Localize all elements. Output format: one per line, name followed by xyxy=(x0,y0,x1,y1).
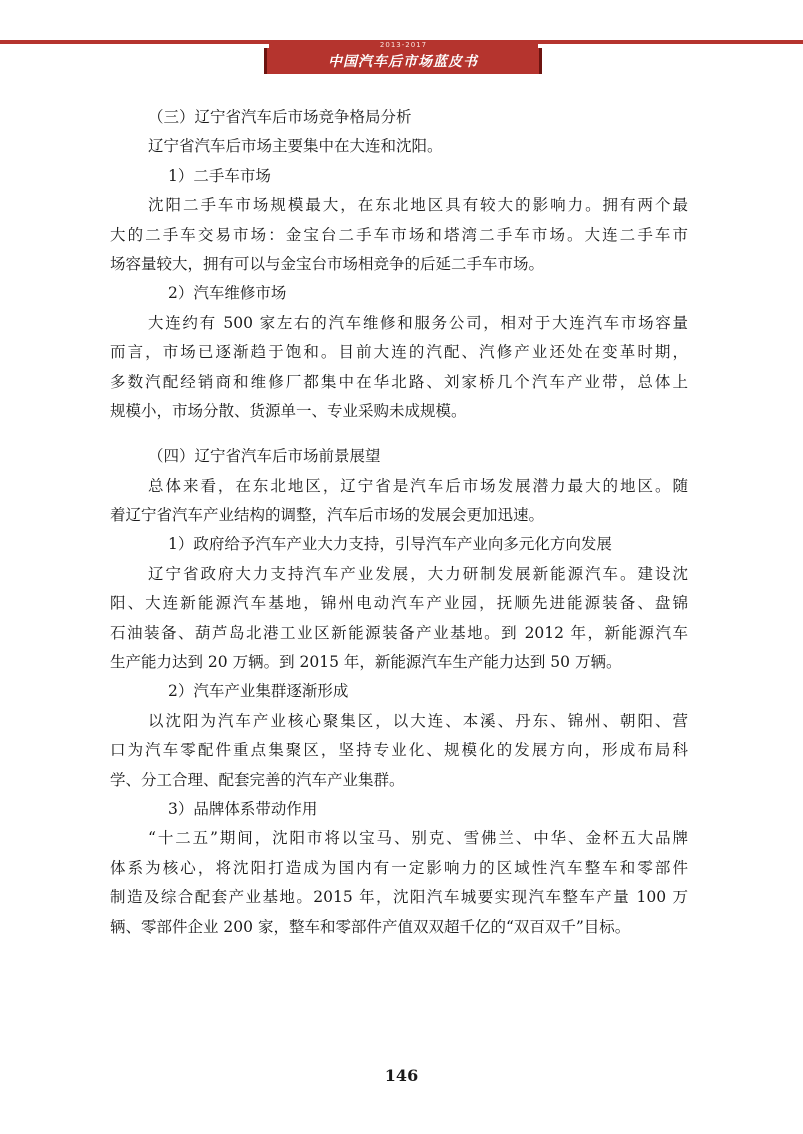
subheading: 2）汽车产业集群逐渐形成 xyxy=(168,682,349,701)
section-heading-4: （四）辽宁省汽车后市场前景展望 xyxy=(148,447,381,466)
paragraph-line: 石油装备、葫芦岛北港工业区新能源装备产业基地。到 2012 年，新能源汽车 xyxy=(110,623,688,642)
paragraph-line: 多数汽配经销商和维修厂都集中在华北路、刘家桥几个汽车产业带，总体上 xyxy=(110,372,688,391)
paragraph-line: 辽宁省汽车后市场主要集中在大连和沈阳。 xyxy=(148,137,443,156)
paragraph-line: 沈阳二手车市场规模最大，在东北地区具有较大的影响力。拥有两个最 xyxy=(148,196,688,215)
header-banner xyxy=(264,48,542,74)
subheading: 1）二手车市场 xyxy=(168,166,271,185)
paragraph-line: 制造及综合配套产业基地。2015 年，沈阳汽车城要实现汽车整车产量 100 万 xyxy=(110,888,688,907)
paragraph-line: 辽宁省政府大力支持汽车产业发展，大力研制发展新能源汽车。建设沈 xyxy=(148,564,688,583)
paragraph-line: 学、分工合理、配套完善的汽车产业集群。 xyxy=(110,770,405,789)
section-heading-3: （三）辽宁省汽车后市场竞争格局分析 xyxy=(148,108,412,126)
paragraph-line: 口为汽车零配件重点集聚区，坚持专业化、规模化的发展方向，形成布局科 xyxy=(110,741,688,760)
paragraph-line: 大连约有 500 家左右的汽车维修和服务公司，相对于大连汽车市场容量 xyxy=(148,313,688,332)
paragraph-line: “十二五”期间，沈阳市将以宝马、别克、雪佛兰、中华、金杯五大品牌 xyxy=(148,829,688,848)
paragraph-line: 阳、大连新能源汽车基地，锦州电动汽车产业园，抚顺先进能源装备、盘锦 xyxy=(110,594,688,613)
page-content xyxy=(110,103,688,942)
paragraph-line: 场容量较大，拥有可以与金宝台市场相竞争的后延二手车市场。 xyxy=(110,254,545,273)
subheading: 3）品牌体系带动作用 xyxy=(168,799,318,818)
paragraph-line: 规模小，市场分散、货源单一、专业采购未成规模。 xyxy=(110,401,467,420)
paragraph-line: 着辽宁省汽车产业结构的调整，汽车后市场的发展会更加迅速。 xyxy=(110,506,545,525)
paragraph-line: 大的二手车交易市场：金宝台二手车市场和塔湾二手车市场。大连二手车市 xyxy=(110,225,688,244)
paragraph-line: 而言，市场已逐渐趋于饱和。目前大连的汽配、汽修产业还处在变革时期， xyxy=(110,343,688,362)
paragraph-line: 生产能力达到 20 万辆。到 2015 年，新能源汽车生产能力达到 50 万辆。 xyxy=(110,653,622,672)
paragraph-line: 以沈阳为汽车产业核心聚集区，以大连、本溪、丹东、锦州、朝阳、营 xyxy=(148,711,688,730)
paragraph-line: 辆、零部件企业 200 家，整车和零部件产值双双超千亿的“双百双千”目标。 xyxy=(110,917,631,936)
paragraph-line: 体系为核心，将沈阳打造成为国内有一定影响力的区域性汽车整车和零部件 xyxy=(110,858,688,877)
header-title: 中国汽车后市场蓝皮书 xyxy=(328,54,478,70)
subheading: 1）政府给予汽车产业大力支持，引导汽车产业向多元化方向发展 xyxy=(168,535,612,554)
page-number: 146 xyxy=(384,1066,419,1085)
paragraph-line: 总体来看，在东北地区，辽宁省是汽车后市场发展潜力最大的地区。随 xyxy=(148,476,688,495)
header-years: 2013-2017 xyxy=(379,40,428,49)
subheading: 2）汽车维修市场 xyxy=(168,284,287,303)
